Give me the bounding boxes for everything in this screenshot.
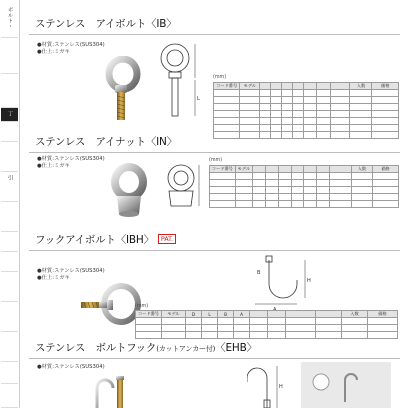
eye-bolt-photo [91, 56, 149, 124]
index-tab-12[interactable] [1, 302, 18, 332]
table-cell [271, 111, 282, 118]
section-bolt-hook [29, 336, 400, 408]
table-cell [265, 173, 278, 180]
table-row [214, 118, 399, 125]
index-tab-7[interactable] [1, 172, 18, 202]
table-cell [278, 173, 291, 180]
spec-notes [37, 156, 105, 170]
index-tab-8[interactable] [1, 202, 18, 232]
table-cell [186, 325, 202, 332]
table-cell [214, 118, 240, 125]
section-title: ステンレス アイナット〈IN〉 [35, 136, 177, 148]
table-row [214, 90, 399, 97]
table-cell [260, 118, 271, 125]
spec-table-body [210, 173, 399, 208]
table-cell [350, 118, 372, 125]
table-cell [304, 118, 317, 125]
table-cell [351, 201, 372, 208]
finish-note: ●仕上:ミガキ [37, 49, 70, 55]
table-cell [162, 325, 186, 332]
index-tab-6[interactable] [1, 142, 18, 172]
price-cell [372, 97, 399, 104]
table-cell [271, 118, 282, 125]
table-cell [214, 90, 240, 97]
table-cell [316, 318, 342, 325]
table-cell [286, 318, 316, 325]
table-cell [265, 194, 278, 201]
dimension-label-b: B [257, 270, 261, 276]
index-tab-label: 引 [7, 175, 14, 181]
table-cell [330, 173, 351, 180]
table-cell [282, 97, 293, 104]
table-cell [240, 97, 260, 104]
table-row [214, 111, 399, 118]
unit-label: (mm) [135, 304, 149, 309]
table-cell [351, 173, 372, 180]
table-row [136, 318, 398, 325]
table-cell [350, 111, 372, 118]
eye-nut-dimension-diagram [161, 160, 205, 226]
section-title-text: フックアイボルト〈IBH〉 [35, 234, 154, 246]
price-cell [372, 104, 399, 111]
section-title: ステンレス アイボルト〈IB〉 [35, 18, 177, 30]
table-cell [317, 111, 330, 118]
table-cell [286, 325, 316, 332]
table-cell [260, 111, 271, 118]
section-hook-eye-bolt [29, 228, 400, 332]
index-tab-5[interactable] [1, 122, 18, 142]
table-cell [265, 201, 278, 208]
table-cell [282, 104, 293, 111]
table-cell [136, 318, 162, 325]
table-cell [214, 104, 240, 111]
index-tab-2[interactable] [1, 38, 18, 74]
table-cell [304, 180, 317, 187]
table-cell [268, 325, 286, 332]
column-header: モデル [235, 166, 252, 173]
table-cell [271, 104, 282, 111]
column-header: 価格 [368, 311, 398, 318]
column-header: L [202, 311, 218, 318]
table-cell [291, 180, 304, 187]
table-cell [293, 104, 304, 111]
column-header [252, 166, 265, 173]
table-cell [304, 173, 317, 180]
table-cell [317, 90, 330, 97]
table-cell [265, 180, 278, 187]
table-cell [268, 318, 286, 325]
table-cell [278, 187, 291, 194]
price-cell [373, 180, 399, 187]
column-header: D [186, 311, 202, 318]
eye-bolt-dimension-diagram [153, 38, 203, 130]
table-cell [250, 318, 268, 325]
table-row [210, 187, 399, 194]
table-cell [317, 187, 330, 194]
table-row [210, 180, 399, 187]
table-cell [210, 180, 236, 187]
spec-notes [37, 42, 105, 56]
table-cell [136, 325, 162, 332]
table-cell [250, 325, 268, 332]
table-cell [282, 90, 293, 97]
table-cell [350, 90, 372, 97]
column-header: 入数 [351, 166, 372, 173]
price-cell [373, 194, 399, 201]
index-tab-13[interactable] [1, 332, 18, 362]
table-cell [218, 325, 234, 332]
table-cell [240, 90, 260, 97]
table-cell [317, 194, 330, 201]
table-row [136, 325, 398, 332]
section-heading-row [29, 228, 400, 251]
table-cell [214, 97, 240, 104]
table-cell [234, 325, 250, 332]
column-header [286, 311, 316, 318]
index-tab-1[interactable] [1, 4, 18, 38]
spec-notes [37, 364, 105, 371]
index-tab-3[interactable] [1, 74, 18, 108]
table-cell [351, 194, 372, 201]
column-header: コード番号 [210, 166, 236, 173]
table-cell [260, 90, 271, 97]
table-cell [304, 201, 317, 208]
column-header [304, 166, 317, 173]
finish-note: ●仕上:ミガキ [37, 275, 70, 281]
table-row [214, 97, 399, 104]
column-header [268, 311, 286, 318]
column-header [265, 166, 278, 173]
table-cell [162, 318, 186, 325]
column-header [278, 166, 291, 173]
index-tab-9[interactable] [1, 232, 18, 252]
table-cell [330, 187, 351, 194]
dimension-label-l: L [197, 96, 200, 102]
table-cell [317, 173, 330, 180]
index-sidebar [0, 0, 20, 408]
table-header-row [214, 83, 399, 90]
hook-eye-bolt-dimension-diagram [255, 254, 335, 314]
price-cell [373, 201, 399, 208]
table-cell [304, 187, 317, 194]
column-header: B [218, 311, 234, 318]
price-cell [372, 90, 399, 97]
price-cell [368, 325, 398, 332]
table-cell [291, 187, 304, 194]
table-cell [330, 90, 350, 97]
table-cell [330, 194, 351, 201]
table-cell [293, 90, 304, 97]
table-row [210, 194, 399, 201]
table-cell [214, 111, 240, 118]
table-cell [186, 318, 202, 325]
table-cell [342, 325, 368, 332]
column-header: 価格 [373, 166, 399, 173]
column-header: 入数 [350, 83, 372, 90]
index-tab-10[interactable] [1, 252, 18, 272]
column-header [293, 83, 304, 90]
column-header: モデル [162, 311, 186, 318]
column-header [271, 83, 282, 90]
table-cell [293, 118, 304, 125]
table-cell [293, 111, 304, 118]
table-cell [265, 187, 278, 194]
section-heading-row [29, 336, 400, 359]
table-cell [278, 201, 291, 208]
column-header [250, 311, 268, 318]
table-cell [235, 194, 252, 201]
patent-badge: PAT. [158, 234, 176, 244]
table-cell [240, 104, 260, 111]
unit-label: (mm) [213, 75, 227, 80]
table-cell [252, 201, 265, 208]
table-cell [304, 104, 317, 111]
column-header [317, 166, 330, 173]
table-cell [260, 97, 271, 104]
table-cell [252, 173, 265, 180]
table-cell [317, 180, 330, 187]
eye-nut-photo [103, 162, 155, 222]
column-header [316, 311, 342, 318]
price-cell [368, 318, 398, 325]
table-cell [235, 173, 252, 180]
table-cell [291, 201, 304, 208]
index-tab-14[interactable] [1, 362, 18, 384]
table-cell [278, 180, 291, 187]
table-cell [316, 325, 342, 332]
table-cell [351, 187, 372, 194]
table-row [210, 173, 399, 180]
column-header [260, 83, 271, 90]
table-cell [282, 111, 293, 118]
index-tab-4[interactable] [1, 108, 18, 122]
table-cell [235, 201, 252, 208]
section-eye-nut [29, 130, 400, 228]
section-title-note: (カットアンカー付) [156, 345, 216, 353]
column-header: コード番号 [214, 83, 240, 90]
dimension-label-h: H [307, 278, 311, 284]
spec-table [209, 165, 399, 208]
index-tab-label: ボルト・ [7, 7, 14, 29]
material-note: ●材質:ステンレス(SUS304) [37, 364, 105, 370]
column-header [291, 166, 304, 173]
section-title-code: 〈EHB〉 [215, 342, 257, 354]
section-heading-row [29, 12, 400, 35]
column-header: モデル [240, 83, 260, 90]
column-header [317, 83, 330, 90]
table-cell [330, 180, 351, 187]
section-title [35, 340, 257, 355]
table-cell [210, 194, 236, 201]
table-header-row [210, 166, 399, 173]
table-cell [291, 173, 304, 180]
column-header [282, 83, 293, 90]
table-cell [218, 318, 234, 325]
table-cell [235, 180, 252, 187]
table-cell [342, 318, 368, 325]
table-cell [240, 118, 260, 125]
table-cell [202, 325, 218, 332]
table-cell [234, 318, 250, 325]
column-header [330, 166, 351, 173]
table-cell [317, 104, 330, 111]
bolt-hook-dimension-diagram [247, 360, 297, 408]
column-header: 入数 [342, 311, 368, 318]
table-cell [317, 97, 330, 104]
spec-table [135, 310, 398, 339]
index-tab-label: 丁 [7, 111, 14, 117]
table-cell [271, 97, 282, 104]
section-title-text: ステンレス ボルトフック [35, 342, 157, 354]
table-cell [330, 111, 350, 118]
index-tab-11[interactable] [1, 272, 18, 302]
table-cell [271, 90, 282, 97]
table-cell [330, 201, 351, 208]
table-cell [252, 194, 265, 201]
table-row [214, 104, 399, 111]
table-cell [350, 104, 372, 111]
table-cell [330, 118, 350, 125]
column-header: コード番号 [136, 311, 162, 318]
price-cell [372, 118, 399, 125]
column-header: 価格 [372, 83, 399, 90]
table-cell [202, 318, 218, 325]
table-cell [317, 118, 330, 125]
table-cell [293, 97, 304, 104]
material-note: ●材質:ステンレス(SUS304) [37, 156, 105, 162]
table-cell [304, 90, 317, 97]
table-cell [304, 111, 317, 118]
table-cell [291, 194, 304, 201]
material-note: ●材質:ステンレス(SUS304) [37, 268, 105, 274]
table-cell [235, 187, 252, 194]
table-cell [210, 187, 236, 194]
column-header: A [234, 311, 250, 318]
table-row [210, 201, 399, 208]
table-cell [282, 118, 293, 125]
bolt-hook-installed-photo [301, 362, 391, 408]
table-cell [330, 104, 350, 111]
price-cell [373, 187, 399, 194]
table-cell [304, 194, 317, 201]
column-header [304, 83, 317, 90]
dimension-label-h: H [279, 384, 283, 390]
table-cell [351, 180, 372, 187]
table-cell [252, 180, 265, 187]
section-title [35, 232, 176, 247]
price-cell [372, 111, 399, 118]
table-cell [240, 111, 260, 118]
hook-eye-bolt-photo [77, 280, 143, 332]
table-cell [260, 104, 271, 111]
table-cell [317, 201, 330, 208]
unit-label: (mm) [209, 158, 223, 163]
table-cell [210, 201, 236, 208]
table-cell [330, 97, 350, 104]
section-eye-bolt [29, 12, 400, 130]
price-cell [373, 173, 399, 180]
material-note: ●材質:ステンレス(SUS304) [37, 42, 105, 48]
table-cell [350, 97, 372, 104]
table-header-row [136, 311, 398, 318]
table-cell [210, 173, 236, 180]
index-tab-15[interactable] [1, 384, 18, 408]
table-cell [278, 194, 291, 201]
column-header [330, 83, 350, 90]
bolt-hook-photo [87, 374, 137, 408]
finish-note: ●仕上:ミガキ [37, 163, 70, 169]
table-cell [252, 187, 265, 194]
table-cell [304, 97, 317, 104]
section-heading-row [29, 130, 400, 153]
